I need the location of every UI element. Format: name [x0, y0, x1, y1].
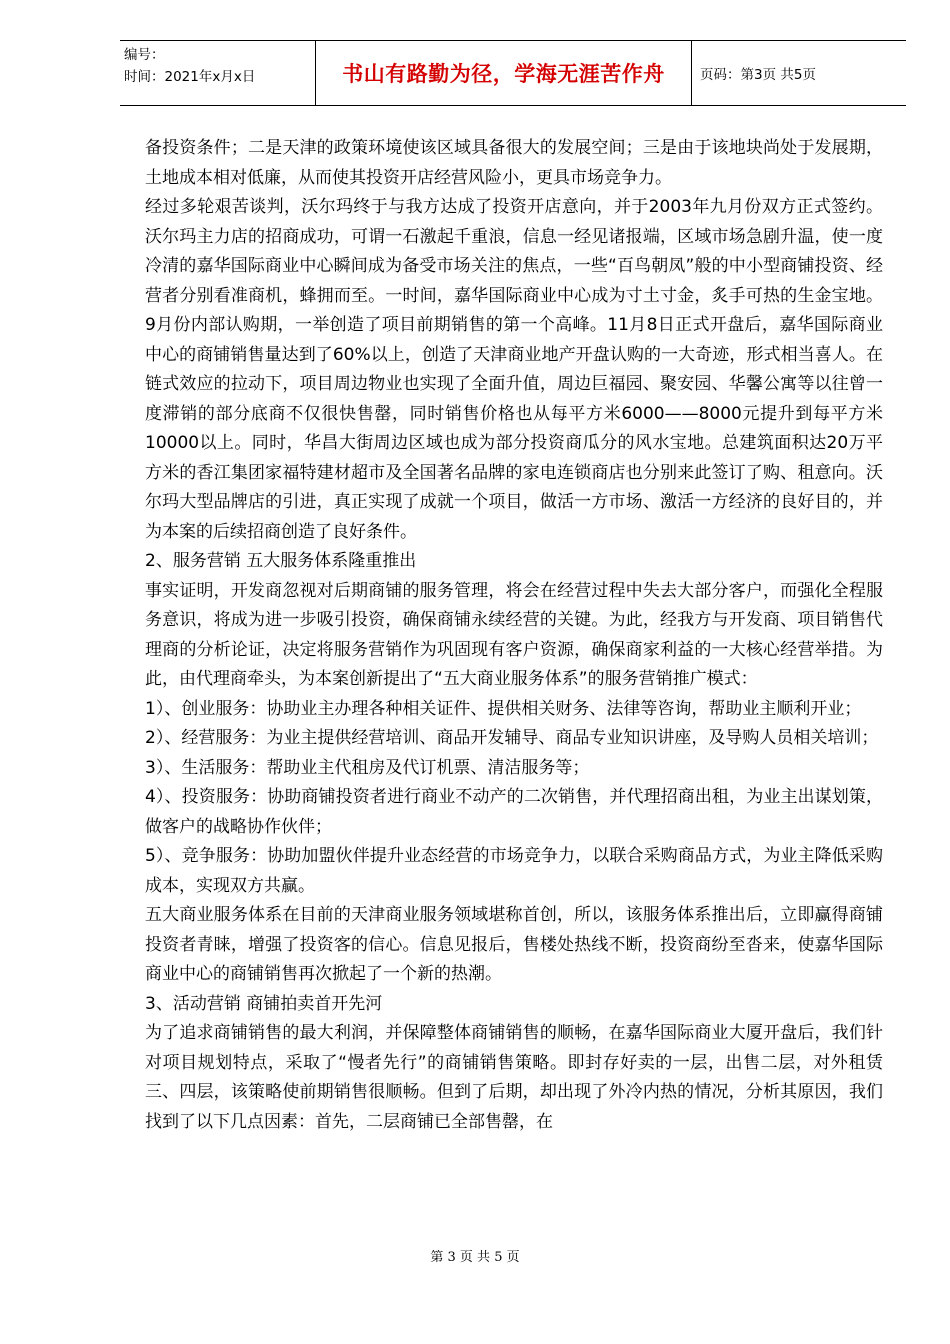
- header-time: 时间：2021年x月x日: [124, 69, 256, 85]
- list-item: 5）、竞争服务：协助加盟伙伴提升业态经营的市场竞争力，以联合采购商品方式，为业主降低采购成本，实现双方共赢。: [145, 846, 883, 896]
- header-number: 编号：: [124, 47, 165, 63]
- list-item: 2）、经营服务：为业主提供经营培训、商品开发辅导、商品专业知识讲座，及导购人员相关培训；: [145, 728, 879, 748]
- paragraph: 五大商业服务体系在目前的天津商业服务领域堪称首创，所以，该服务体系推出后，立即赢得商铺投资者青睐，增强了投资客的信心。信息见报后，售楼处热线不断，投资商纷至沓来，使嘉华国际商业中心的商铺销售再次掀起了一个新的热潮。: [145, 905, 883, 984]
- list-item: 1）、创业服务：协助业主办理各种相关证件、提供相关财务、法律等咨询，帮助业主顺利开业；: [145, 698, 862, 719]
- paragraph: 事实证明，开发商忽视对后期商铺的服务管理，将会在经营过程中失去大部分客户，而强化全程服务意识，将成为进一步吸引投资，确保商铺永续经营的关键。为此，经我方与开发商、项目销售代理商的分析论证，决定将服务营销作为巩固现有客户资源，确保商家利益的一大核心经营举措。为此，由代理商牵头，为本案创新提出了“五大商业服务体系”的服务营销推广模式：: [145, 580, 883, 689]
- page-footer: 第 3 页 共 5 页: [430, 1250, 520, 1265]
- paragraph: 备投资条件；二是天津的政策环境使该区域具备很大的发展空间；三是由于该地块尚处于发展期，土地成本相对低廉，从而使其投资开店经营风险小，更具市场竞争力。: [145, 138, 883, 188]
- list-item: 4）、投资服务：协助商铺投资者进行商业不动产的二次销售，并代理招商出租，为业主出谋划策，做客户的战略协作伙伴；: [145, 787, 883, 837]
- section-heading: 3、活动营销 商铺拍卖首开先河: [145, 993, 383, 1014]
- header-page-info: 页码：第3页 共5页: [700, 67, 816, 83]
- section-heading: 2、服务营销 五大服务体系隆重推出: [145, 551, 417, 571]
- header-divider-right: [691, 40, 692, 106]
- paragraph: 为了追求商铺销售的最大利润，并保障整体商铺销售的顺畅，在嘉华国际商业大厦开盘后，我们针对项目规划特点，采取了“慢者先行”的商铺销售策略。即封存好卖的一层，出售二层，对外租赁三、四层，该策略使前期销售很顺畅。但到了后期，却出现了外冷内热的情况，分析其原因，我们找到了以下几点因素：首先，二层商铺已全部售罄，在: [145, 1023, 883, 1132]
- header-bottom-rule: [120, 105, 906, 106]
- page-header: [120, 40, 906, 106]
- header-meta: [124, 44, 255, 88]
- header-motto: 书山有路勤为径，学海无涯苦作舟: [342, 62, 665, 86]
- list-item: 3）、生活服务：帮助业主代租房及代订机票、清洁服务等；: [145, 757, 590, 778]
- document-body: [145, 134, 883, 1137]
- paragraph: 经过多轮艰苦谈判，沃尔玛终于与我方达成了投资开店意向，并于2003年九月份双方正式签约。沃尔玛主力店的招商成功，可谓一石激起千重浪，信息一经见诸报端，区域市场急剧升温，使一度冷清的嘉华国际商业中心瞬间成为备受市场关注的焦点，一些“百鸟朝凤”般的中小型商铺投资、经营者分别看准商机，蜂拥而至。一时间，嘉华国际商业中心成为寸土寸金，炙手可热的生金宝地。9月份内部认购期，一举创造了项目前期销售的第一个高峰。11月8日正式开盘后，嘉华国际商业中心的商铺销售量达到了60%以上，创造了天津商业地产开盘认购的一大奇迹，形式相当喜人。在链式效应的拉动下，项目周边物业也实现了全面升值，周边巨福园、聚安园、华馨公寓等以往曾一度滞销的部分底商不仅很快售罄，同时销售价格也从每平方米6000——8000元提升到每平方米10000以上。同时，华昌大街周边区域也成为部分投资商瓜分的风水宝地。总建筑面积达20万平方米的香江集团家福特建材超市及全国著名品牌的家电连锁商店也分别来此签订了购、租意向。沃尔玛大型品牌店的引进，真正实现了成就一个项目，做活一方市场、激活一方经济的良好目的，并为本案的后续招商创造了良好条件。: [145, 197, 883, 542]
